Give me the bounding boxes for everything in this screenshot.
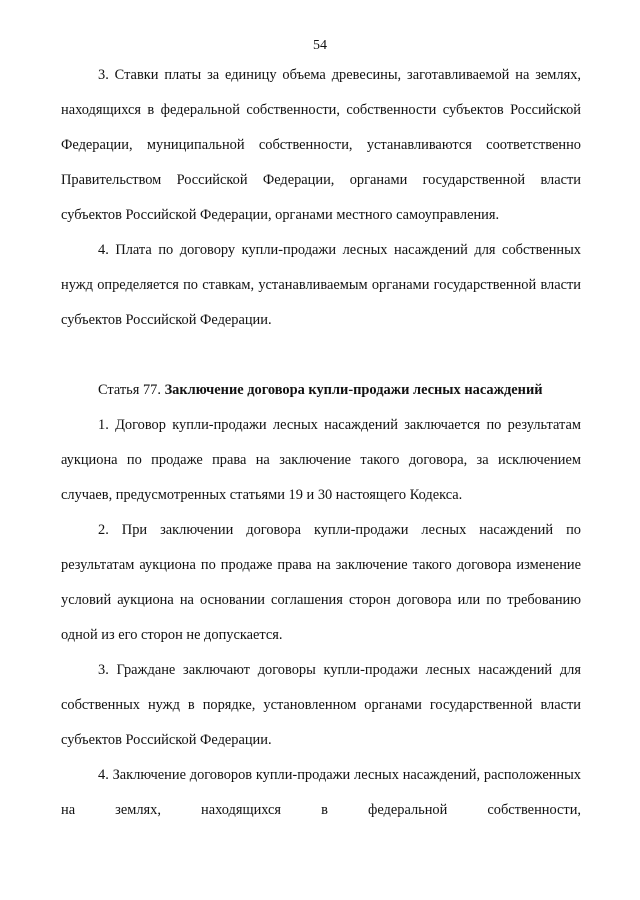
paragraph-citizens: 3. Граждане заключают договоры купли-продажи лесных насаждений для собственных нужд в порядке, установленном органами государственной власти субъектов Российской Федерации.: [61, 662, 581, 748]
article-heading: [61, 373, 581, 408]
article-number: Статья 77.: [98, 382, 161, 398]
paragraph-conditions: 2. При заключении договора купли-продажи лесных насаждений по результатам аукциона по продаже права на заключение такого договора изменение условий аукциона на основании соглашения сторон договора или по требованию одной из его сторон не допускается.: [61, 522, 581, 643]
document-body: [61, 58, 581, 828]
article-title: Заключение договора купли-продажи лесных насаждений: [164, 382, 543, 398]
paragraph-rates: 3. Ставки платы за единицу объема древесины, заготавливаемой на землях, находящихся в федеральной собственности, собственности субъектов Российской Федерации, муниципальной собственности, устанавливаются соответственно Правительством Российской Федерации, органами государственной власти субъектов Российской Федерации, органами местного самоуправления.: [61, 67, 581, 223]
paragraph-auction: 1. Договор купли-продажи лесных насаждений заключается по результатам аукциона по продаже права на заключение такого договора, за исключением случаев, предусмотренных статьями 19 и 30 настоящего Кодекса.: [61, 417, 581, 503]
paragraph-conclusion: 4. Заключение договоров купли-продажи лесных насаждений, расположенных на землях, находящихся в федеральной собственности,: [61, 767, 581, 818]
page-number: 54: [313, 38, 327, 53]
paragraph-payment: 4. Плата по договору купли-продажи лесных насаждений для собственных нужд определяется по ставкам, устанавливаемым органами государственной власти субъектов Российской Федерации.: [61, 242, 581, 328]
